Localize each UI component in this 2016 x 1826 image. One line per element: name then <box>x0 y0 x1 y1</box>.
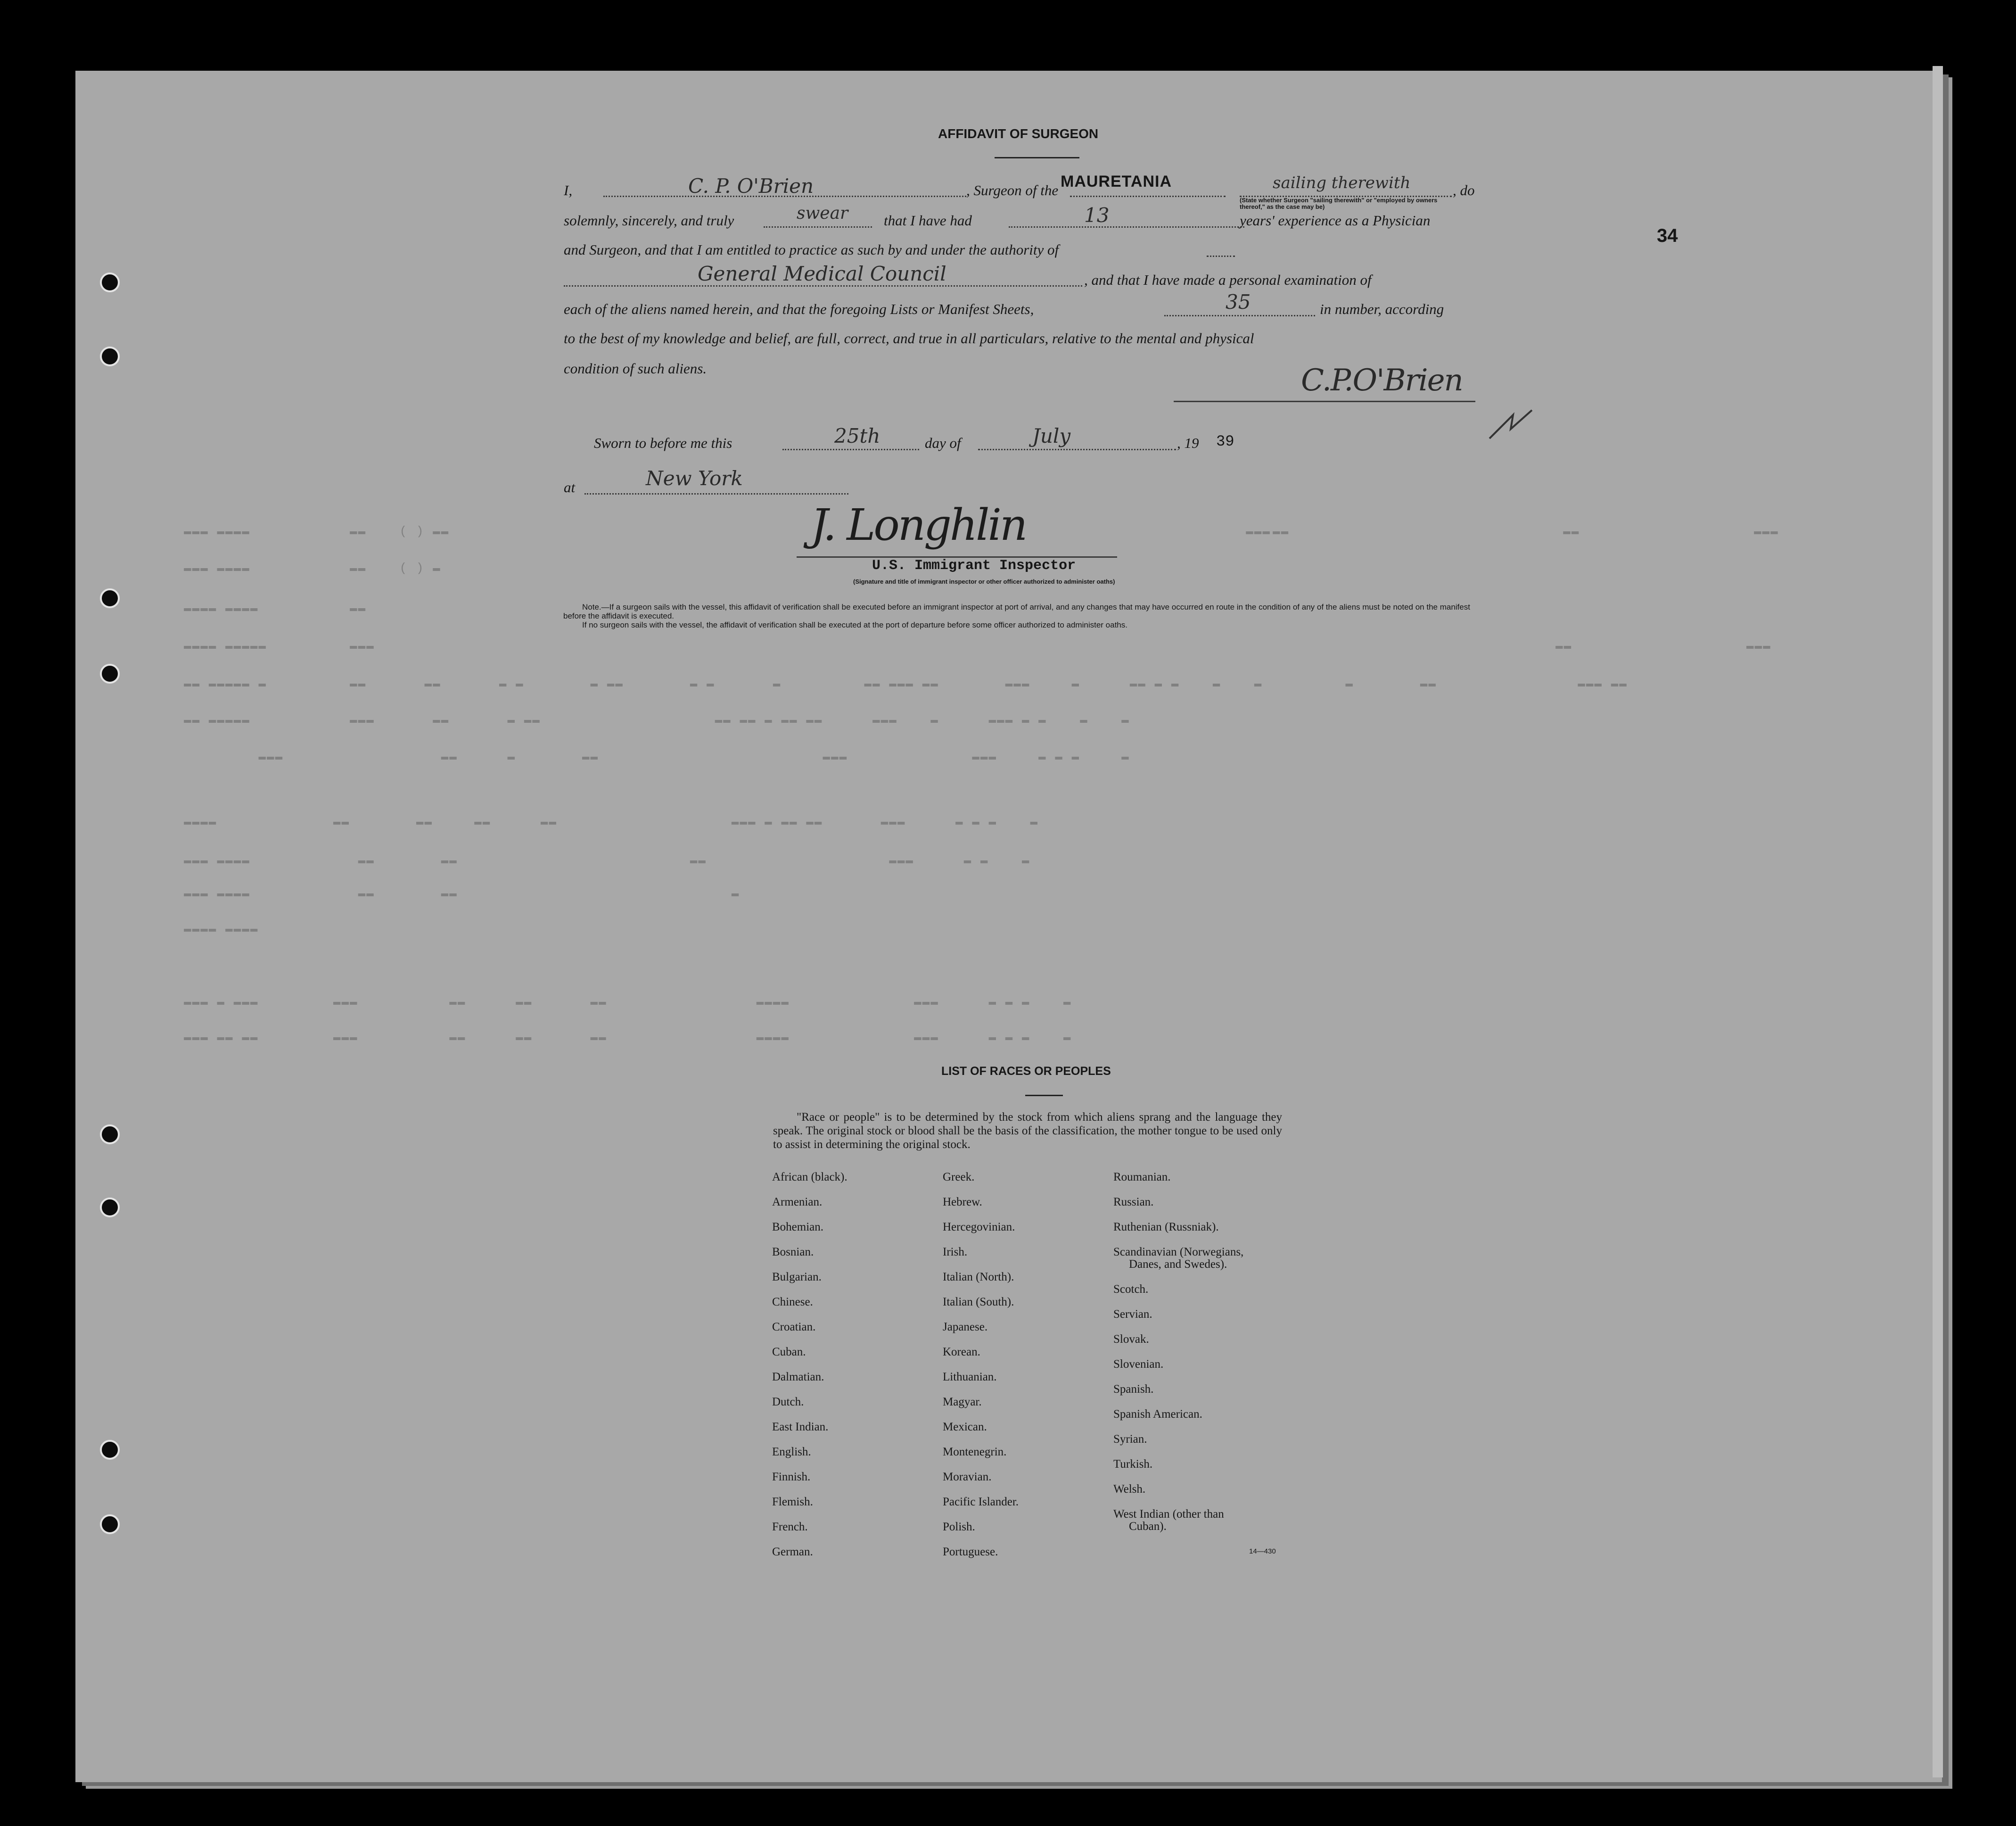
race-item: Croatian. <box>772 1321 816 1333</box>
form-number: 14—430 <box>1249 1547 1276 1555</box>
line5-text: each of the aliens named herein, and that the foregoing Lists or Manifest Sheets, <box>564 301 1034 317</box>
races-rule <box>1025 1095 1063 1096</box>
race-item: Portuguese. <box>943 1545 998 1558</box>
ship-name-field: MAURETANIA <box>1061 173 1172 190</box>
race-item: African (black). <box>772 1171 848 1183</box>
race-item: Russian. <box>1113 1196 1154 1208</box>
do-label: , do <box>1453 182 1475 198</box>
race-item: Slovenian. <box>1113 1358 1164 1371</box>
race-item: Greek. <box>943 1171 975 1183</box>
surgeon-name-field: C. P. O'Brien <box>688 174 814 198</box>
swear-field-line <box>764 226 872 228</box>
race-item: Bosnian. <box>772 1246 814 1258</box>
race-item: Chinese. <box>772 1296 813 1308</box>
surgeon-signature: C.P.O'Brien <box>1301 363 1463 398</box>
race-item: Spanish. <box>1113 1383 1154 1396</box>
month-field: July <box>1032 424 1071 447</box>
capacity-field: sailing therewith <box>1273 174 1411 192</box>
inspector-signature: J. Longhlin <box>811 500 1026 550</box>
race-item: Cuban). <box>1129 1520 1167 1533</box>
race-item: French. <box>772 1520 808 1533</box>
sheets-field: 35 <box>1226 290 1251 314</box>
race-item: Roumanian. <box>1113 1171 1171 1183</box>
race-item: Spanish American. <box>1113 1408 1202 1421</box>
race-item: Korean. <box>943 1346 980 1358</box>
line5-tail: in number, according <box>1320 301 1444 317</box>
race-item: Moravian. <box>943 1471 992 1483</box>
signature-line <box>1174 401 1475 402</box>
line4-tail: , and that I have made a personal examination of <box>1084 272 1372 288</box>
line2-tail: that I have had <box>884 212 972 229</box>
page-edge <box>1933 66 1943 1777</box>
race-item: Armenian. <box>772 1196 823 1208</box>
race-item: Japanese. <box>943 1321 988 1333</box>
title-rule <box>995 157 1079 158</box>
binder-hole <box>100 347 120 366</box>
authority-field-line <box>564 285 1082 287</box>
race-item: Italian (North). <box>943 1271 1014 1283</box>
sheets-field-line <box>1164 315 1315 316</box>
race-item: Syrian. <box>1113 1433 1147 1446</box>
race-item: English. <box>772 1446 811 1458</box>
race-item: Montenegrin. <box>943 1446 1007 1458</box>
race-item: Turkish. <box>1113 1458 1153 1471</box>
race-item: Cuban. <box>772 1346 806 1358</box>
race-item: Hebrew. <box>943 1196 982 1208</box>
race-item: Lithuanian. <box>943 1371 997 1383</box>
race-item: West Indian (other than <box>1113 1508 1224 1520</box>
race-item: Pacific Islander. <box>943 1496 1019 1508</box>
place-field: New York <box>646 467 743 490</box>
race-item: East Indian. <box>772 1421 829 1433</box>
binder-hole <box>100 1514 120 1534</box>
races-title: LIST OF RACES OR PEOPLES <box>941 1065 1111 1078</box>
signature-flourish <box>1485 401 1546 443</box>
month-field-line <box>978 449 1176 450</box>
years-field: 13 <box>1084 204 1110 227</box>
line7-text: condition of such aliens. <box>564 360 707 377</box>
race-item: Scandinavian (Norwegians, <box>1113 1246 1244 1258</box>
race-item: Dutch. <box>772 1396 804 1408</box>
page-number: 34 <box>1657 225 1678 246</box>
line2-text: solemnly, sincerely, and truly <box>564 212 734 229</box>
race-item: Scotch. <box>1113 1283 1149 1296</box>
sworn-text: Sworn to before me this <box>594 435 732 451</box>
at-label: at <box>564 479 576 496</box>
surgeon-of-label: , Surgeon of the <box>966 182 1059 198</box>
line3-field-line <box>1207 256 1235 257</box>
race-item: Polish. <box>943 1520 975 1533</box>
binder-hole <box>100 1198 120 1217</box>
race-item: Ruthenian (Russniak). <box>1113 1221 1219 1233</box>
race-item: Irish. <box>943 1246 968 1258</box>
affidavit-note <box>563 603 1482 629</box>
race-item: Bohemian. <box>772 1221 824 1233</box>
year-prefix: , 19 <box>1177 435 1199 451</box>
years-field-line <box>1009 226 1244 228</box>
day-of-label: day of <box>925 435 961 451</box>
place-field-line <box>584 493 848 495</box>
years-experience-text: years' experience as a Physician <box>1240 212 1431 229</box>
binder-hole <box>100 1440 120 1460</box>
line3-text: and Surgeon, and that I am entitled to practice as such by and under the authority of <box>564 241 1059 258</box>
race-item: German. <box>772 1545 813 1558</box>
race-item: Slovak. <box>1113 1333 1149 1346</box>
inspector-title: U.S. Immigrant Inspector <box>872 558 1076 574</box>
day-field-line <box>782 449 919 450</box>
race-item: Bulgarian. <box>772 1271 822 1283</box>
race-item: Welsh. <box>1113 1483 1146 1496</box>
line6-text: to the best of my knowledge and belief, are full, correct, and true in all particulars, relative to the mental and physical <box>564 330 1254 347</box>
race-item: Finnish. <box>772 1471 811 1483</box>
capacity-note: (State whether Surgeon "sailing therewith" or "employed by owners thereof," as the case may be) <box>1240 197 1438 210</box>
inspector-caption: (Signature and title of immigrant inspector or other officer authorized to administer oaths) <box>853 578 1115 585</box>
race-item: Italian (South). <box>943 1296 1014 1308</box>
affidavit-title: AFFIDAVIT OF SURGEON <box>938 126 1099 141</box>
race-item: Servian. <box>1113 1308 1152 1321</box>
binder-hole <box>100 273 120 292</box>
ship-field-line <box>1070 196 1226 197</box>
binder-hole <box>100 1124 120 1144</box>
i-label: I, <box>564 182 573 198</box>
race-item: Mexican. <box>943 1421 987 1433</box>
race-item: Danes, and Swedes). <box>1129 1258 1227 1271</box>
year-field: 39 <box>1216 433 1234 450</box>
race-item: Magyar. <box>943 1396 982 1408</box>
race-item: Hercegovinian. <box>943 1221 1015 1233</box>
authority-field: General Medical Council <box>698 262 946 285</box>
binder-hole <box>100 664 120 684</box>
binder-hole <box>100 588 120 608</box>
race-item: Dalmatian. <box>772 1371 824 1383</box>
day-field: 25th <box>834 424 880 447</box>
note-paragraph-2: If no surgeon sails with the vessel, the affidavit of verification shall be executed at the port of departure before some officer authorized to administer oaths. <box>582 620 1127 629</box>
race-item: Flemish. <box>772 1496 813 1508</box>
races-intro: "Race or people" is to be determined by the stock from which aliens sprang and the language they speak. The original stock or blood shall be the basis of the classification, the mother tongue to be used only to assist in determining the original stock. <box>773 1111 1282 1151</box>
document-page <box>75 71 1942 1782</box>
swear-field: swear <box>797 204 848 223</box>
note-paragraph-1: Note.—If a surgeon sails with the vessel, this affidavit of verification shall be executed before an immigrant inspector at port of arrival, and any changes that may have occurred en route in the condition of any of the aliens must be noted on the manifest before the affidavit is executed. <box>563 603 1470 620</box>
